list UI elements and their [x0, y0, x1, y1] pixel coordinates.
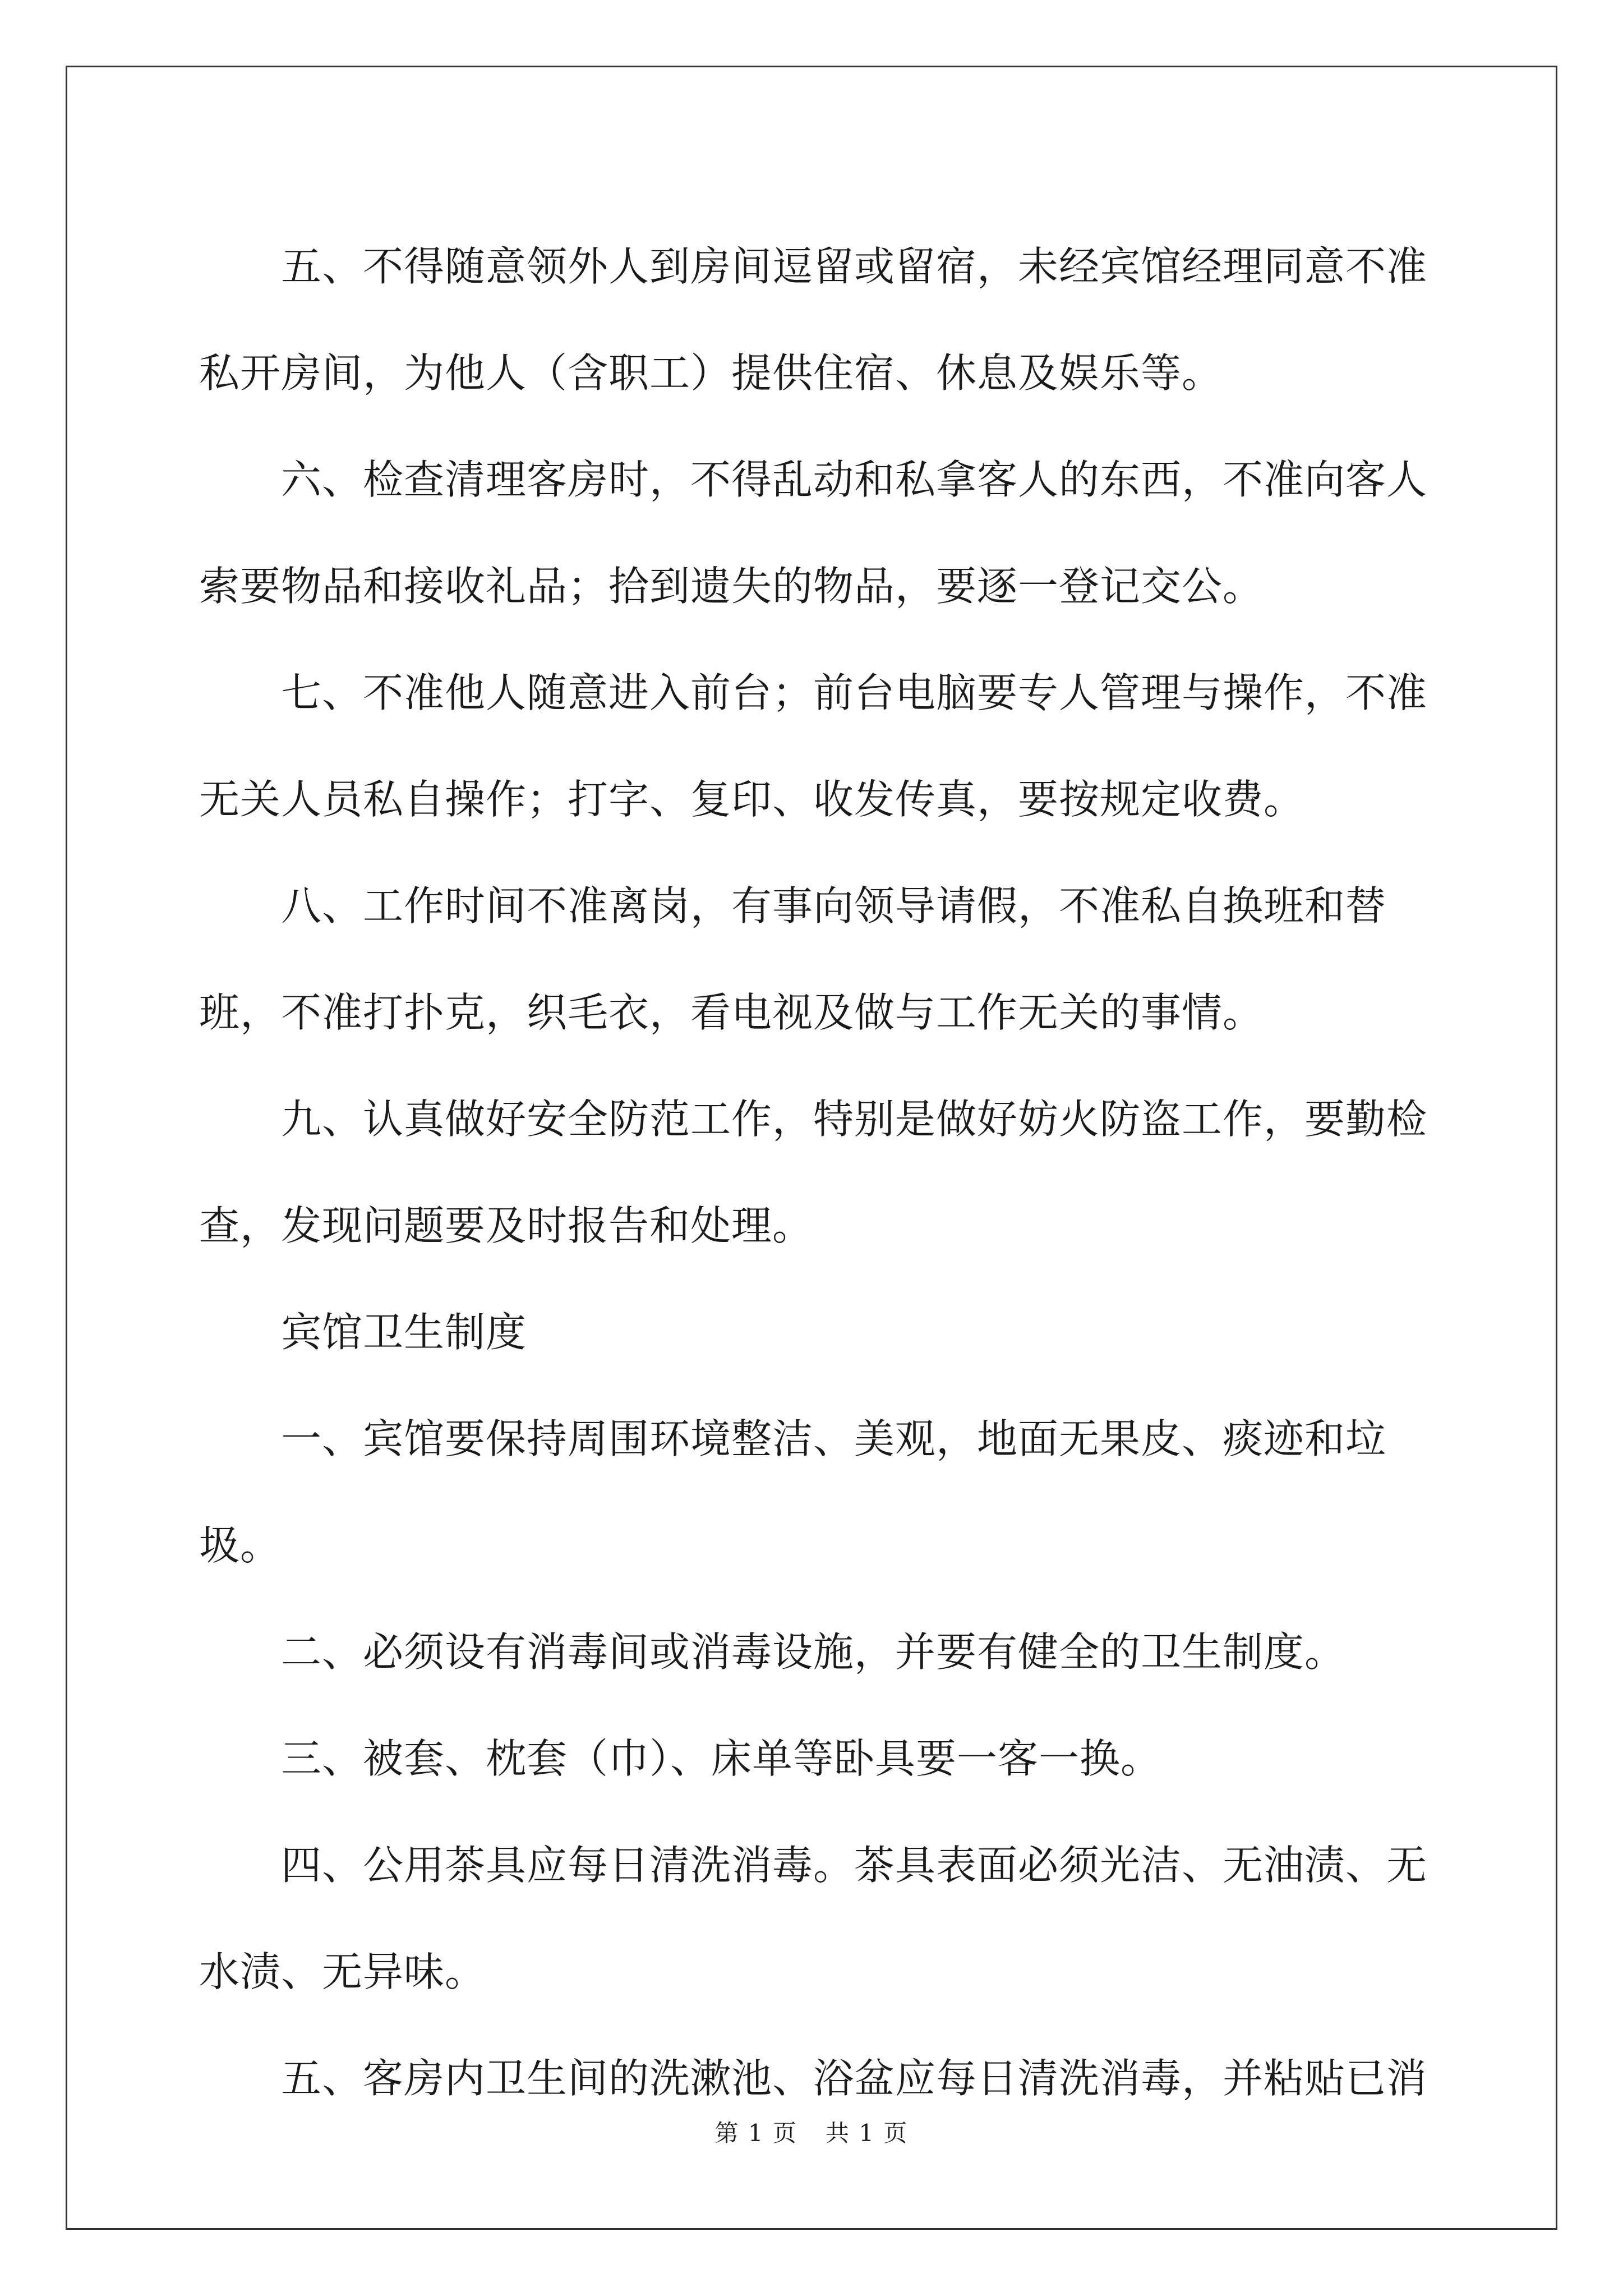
paragraph-hygiene-5-bathroom: 五、客房内卫生间的洗漱池、浴盆应每日清洗消毒，并粘贴已消 [281, 2055, 1428, 2102]
paragraph-hygiene-2-disinfection: 二、必须设有消毒间或消毒设施，并要有健全的卫生制度。 [281, 1628, 1346, 1676]
paragraph-rule-7-front-desk: 七、不准他人随意进入前台；前台电脑要专人管理与操作，不准无关人员私自操作；打字、复印、收发传真，要按规定收费。 [199, 669, 1428, 823]
paragraph-rule-6-room-check: 六、检查清理客房时，不得乱动和私拿客人的东西，不准向客人索要物品和接收礼品；拾到遗失的物品，要逐一登记交公。 [199, 456, 1428, 610]
paragraph-rule-8-work-hours: 八、工作时间不准离岗，有事向领导请假，不准私自换班和替班，不准打扑克，织毛衣，看电视及做与工作无关的事情。 [199, 882, 1387, 1036]
paragraph-rule-5-guests: 五、不得随意领外人到房间逗留或留宿，未经宾馆经理同意不准私开房间，为他人（含职工）提供住宿、休息及娱乐等。 [199, 243, 1428, 397]
page-number-total: 共 1 页 [826, 2119, 909, 2147]
paragraph-rule-9-safety: 九、认真做好安全防范工作，特别是做好妨火防盗工作，要勤检查，发现问题要及时报告和处理。 [199, 1096, 1428, 1249]
paragraph-hygiene-3-bedding: 三、被套、枕套（巾）、床单等卧具要一客一换。 [281, 1735, 1162, 1782]
paragraph-hygiene-1-environment: 一、宾馆要保持周围环境整洁、美观，地面无果皮、痰迹和垃圾。 [199, 1415, 1387, 1569]
page-footer [0, 2115, 1623, 2148]
document-body [199, 213, 1427, 2132]
page-number-current: 第 1 页 [714, 2119, 797, 2147]
paragraph-hygiene-4-teaware: 四、公用茶具应每日清洗消毒。茶具表面必须光洁、无油渍、无水渍、无异味。 [199, 1842, 1428, 1995]
section-heading-hygiene: 宾馆卫生制度 [281, 1309, 527, 1356]
